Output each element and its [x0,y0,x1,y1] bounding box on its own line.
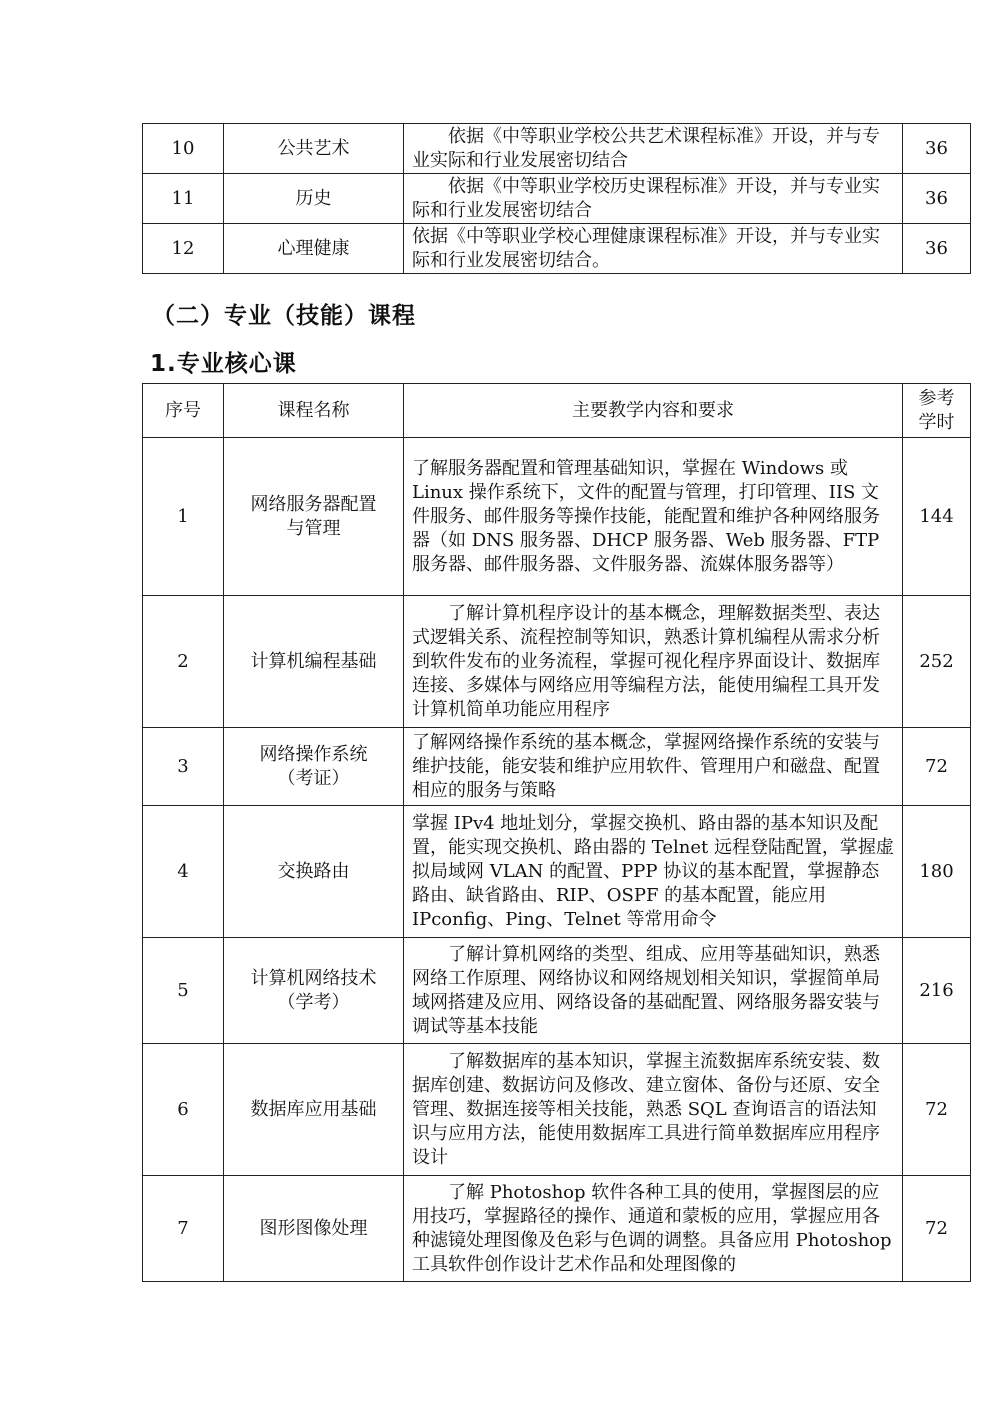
row-number: 4 [143,806,224,938]
section-heading: （二）专业（技能）课程 [152,303,416,329]
course-hours: 36 [903,124,971,174]
course-name [224,438,404,596]
table-row [143,728,971,806]
row-number: 10 [143,124,224,174]
course-hours: 216 [903,938,971,1044]
course-hours: 180 [903,806,971,938]
row-number: 3 [143,728,224,806]
header-content: 主要教学内容和要求 [404,384,903,438]
course-hours: 72 [903,1044,971,1176]
course-name: 心理健康 [224,224,404,274]
row-number: 7 [143,1176,224,1282]
course-name [224,1044,404,1176]
table-row [143,174,971,224]
core-course-table [142,383,971,1282]
header-hours-line1: 参考 [918,387,955,409]
course-hours: 144 [903,438,971,596]
course-hours: 36 [903,224,971,274]
course-name-line1: 计算机网络技术 [250,967,377,989]
course-name [224,728,404,806]
table-row [143,806,971,938]
course-content: 了解 Photoshop 软件各种工具的使用，掌握图层的应用技巧，掌握路径的操作、通道和蒙板的应用，掌握应用各种滤镜处理图像及色彩与色调的调整。具备应用 Photoshop 工具软件创作设计艺术作品和处理图像的 [404,1176,903,1282]
course-name-line1: 计算机编程基础 [250,650,377,672]
table-row [143,596,971,728]
course-content: 了解网络操作系统的基本概念，掌握网络操作系统的安装与维护技能，能安装和维护应用软件、管理用户和磁盘、配置相应的服务与策略 [404,728,903,806]
header-hours [903,384,971,438]
header-course-name: 课程名称 [224,384,404,438]
row-number: 5 [143,938,224,1044]
table-header-row [143,384,971,438]
course-content: 了解服务器配置和管理基础知识，掌握在 Windows 或 Linux 操作系统下，文件的配置与管理，打印管理、IIS 文件服务、邮件服务等操作技能，能配置和维护各种网络服务器（如 DNS 服务器、DHCP 服务器、Web 服务器、FTP 服务器、邮件服务器、文件服务器、流媒体服务器等） [404,438,903,596]
course-content: 依据《中等职业学校公共艺术课程标准》开设，并与专业实际和行业发展密切结合 [404,124,903,174]
course-name-line2: （考证） [277,767,350,789]
table-row [143,1176,971,1282]
table-row [143,938,971,1044]
course-content: 依据《中等职业学校心理健康课程标准》开设，并与专业实际和行业发展密切结合。 [404,224,903,274]
table-row [143,1044,971,1176]
course-content: 了解计算机网络的类型、组成、应用等基础知识，熟悉网络工作原理、网络协议和网络规划相关知识，掌握简单局域网搭建及应用、网络设备的基础配置、网络服务器安装与调试等基本技能 [404,938,903,1044]
course-content: 掌握 IPv4 地址划分，掌握交换机、路由器的基本知识及配置，能实现交换机、路由器的 Telnet 远程登陆配置，掌握虚拟局域网 VLAN 的配置、PPP 协议的基本配置，掌握静态路由、缺省路由、RIP、OSPF 的基本配置，能应用 IPconfig、Ping、Telnet 等常用命令 [404,806,903,938]
table-row [143,438,971,596]
row-number: 12 [143,224,224,274]
general-course-table [142,123,971,274]
course-hours: 252 [903,596,971,728]
course-hours: 72 [903,1176,971,1282]
header-number: 序号 [143,384,224,438]
course-name: 公共艺术 [224,124,404,174]
course-name-line1: 数据库应用基础 [250,1098,377,1120]
course-name [224,1176,404,1282]
row-number: 1 [143,438,224,596]
row-number: 2 [143,596,224,728]
row-number: 6 [143,1044,224,1176]
course-content: 了解数据库的基本知识，掌握主流数据库系统安装、数据库创建、数据访问及修改、建立窗体、备份与还原、安全管理、数据连接等相关技能，熟悉 SQL 查询语言的语法知识与应用方法，能使用数据库工具进行简单数据库应用程序设计 [404,1044,903,1176]
sub-heading: 1.专业核心课 [150,351,297,377]
course-name-line2: 与管理 [286,517,341,539]
table-row [143,124,971,174]
course-hours: 36 [903,174,971,224]
course-hours: 72 [903,728,971,806]
table-row [143,224,971,274]
course-name-line1: 网络操作系统 [259,743,368,765]
course-name: 历史 [224,174,404,224]
course-content: 依据《中等职业学校历史课程标准》开设，并与专业实际和行业发展密切结合 [404,174,903,224]
course-name [224,938,404,1044]
course-name-line2: （学考） [277,991,350,1013]
course-name [224,806,404,938]
course-name-line1: 网络服务器配置 [250,493,377,515]
course-name-line1: 图形图像处理 [259,1217,368,1239]
course-name-line1: 交换路由 [277,860,350,882]
course-name [224,596,404,728]
row-number: 11 [143,174,224,224]
header-hours-line2: 学时 [918,411,955,433]
course-content: 了解计算机程序设计的基本概念，理解数据类型、表达式逻辑关系、流程控制等知识，熟悉计算机编程从需求分析到软件发布的业务流程，掌握可视化程序界面设计、数据库连接、多媒体与网络应用等编程方法，能使用编程工具开发计算机简单功能应用程序 [404,596,903,728]
